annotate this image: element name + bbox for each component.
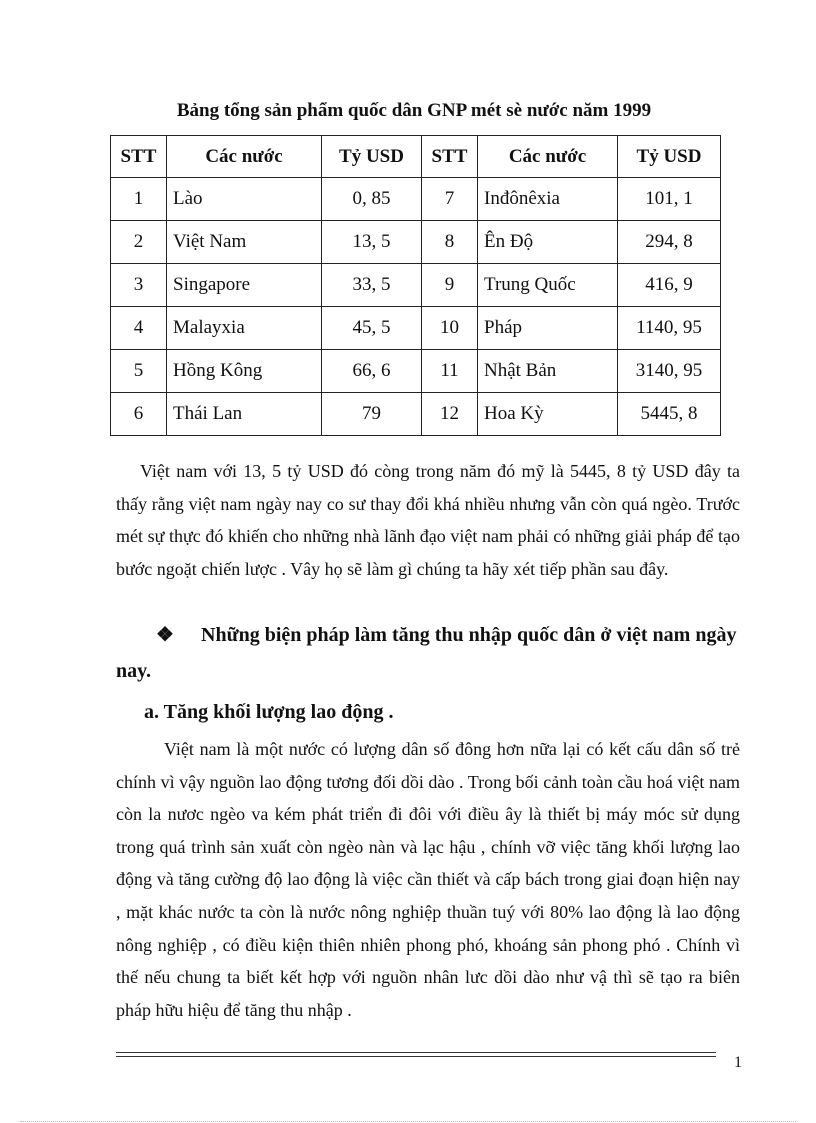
header-country-left: Các nước [167,136,322,178]
header-stt-left: STT [111,136,167,178]
cell-stt: 9 [422,264,478,307]
cell-country: Việt Nam [167,221,322,264]
cell-country: Pháp [478,307,618,350]
cell-usd: 416, 9 [618,264,721,307]
cell-stt: 1 [111,178,167,221]
cell-stt: 4 [111,307,167,350]
table-row [111,350,721,393]
diamond-bullet-icon: ❖ [156,624,174,646]
cell-stt: 10 [422,307,478,350]
cell-usd: 0, 85 [322,178,422,221]
cell-stt: 12 [422,393,478,436]
header-country-right: Các nước [478,136,618,178]
cell-usd: 1140, 95 [618,307,721,350]
cell-usd: 66, 6 [322,350,422,393]
cell-stt: 7 [422,178,478,221]
page-bottom-dotted-line [20,1121,796,1122]
cell-usd: 13, 5 [322,221,422,264]
table-row [111,393,721,436]
cell-country: Lào [167,178,322,221]
paragraph-labor: Việt nam là một nước có lượng dân số đông hơn nữa lại có kết cấu dân số trẻ chính vì vậy nguồn lao động tương đối dồi dào . Trong bối cảnh toàn cầu hoá việt nam còn la nươc ngèo va kém phát triển đi đôi với điều ây là thiết bị máy móc sử dụng trong quá trình sản xuất còn ngèo nàn và lạc hậu , chính vỡ việc tăng khối lượng lao động và tăng cường độ lao động là việc cần thiết và cấp bách trong giai đoạn hiện nay , mặt khác nước ta còn là nước nông nghiệp thuần tuý với 80% lao động là lao động nông nghiệp , có điều kiện thiên nhiên phong phó, khoáng sản phong phó . Chính vì thế nếu chung ta biết kết hợp với nguồn nhân lưc dồi dào như vậ thì sẽ tạo ra biên pháp hữu hiệu để tăng thu nhập . [116,739,740,1020]
cell-country: Hồng Kông [167,350,322,393]
table-title: Bảng tổng sản phẩm quốc dân GNP mét sè nước năm 1999 [176,100,652,121]
cell-stt: 5 [111,350,167,393]
cell-usd: 79 [322,393,422,436]
table-row [111,264,721,307]
cell-country: Trung Quốc [478,264,618,307]
header-usd-left: Tỷ USD [322,136,422,178]
gnp-table [110,135,721,436]
paragraph-gnp-comparison: Việt nam với 13, 5 tỷ USD đó còng trong năm đó mỹ là 5445, 8 tỷ USD đây ta thấy rằng việt nam ngày nay co sư thay đổi khá nhiều nhưng vẫn còn quá ngèo. Trước mét sự thực đó khiến cho những nhà lãnh đạo việt nam phải có những giải pháp để tạo bước ngoặt chiến lược . Vây họ sẽ làm gì chúng ta hãy xét tiếp phần sau đây. [116,461,740,579]
footer-divider-top [116,1052,716,1053]
header-usd-right: Tỷ USD [618,136,721,178]
cell-stt: 6 [111,393,167,436]
table-row [111,307,721,350]
table-row [111,178,721,221]
cell-country: Thái Lan [167,393,322,436]
subsection-heading: a. Tăng khối lượng lao động . [144,701,394,723]
page-number: 1 [734,1054,742,1071]
cell-usd: 294, 8 [618,221,721,264]
cell-country: Malayxia [167,307,322,350]
cell-usd: 101, 1 [618,178,721,221]
cell-country: Hoa Kỳ [478,393,618,436]
table-header-row [111,136,721,178]
cell-usd: 3140, 95 [618,350,721,393]
cell-country: Nhật Bản [478,350,618,393]
cell-country: Ên Độ [478,221,618,264]
cell-country: Inđônêxia [478,178,618,221]
cell-stt: 11 [422,350,478,393]
cell-stt: 8 [422,221,478,264]
footer-divider-bottom [116,1056,716,1057]
header-stt-right: STT [422,136,478,178]
cell-stt: 2 [111,221,167,264]
cell-country: Singapore [167,264,322,307]
cell-usd: 45, 5 [322,307,422,350]
section-heading [116,617,740,689]
cell-usd: 33, 5 [322,264,422,307]
table-row [111,221,721,264]
cell-stt: 3 [111,264,167,307]
section-heading-text: Những biện pháp làm tăng thu nhập quốc dân ở việt nam ngày nay. [116,624,737,682]
cell-usd: 5445, 8 [618,393,721,436]
